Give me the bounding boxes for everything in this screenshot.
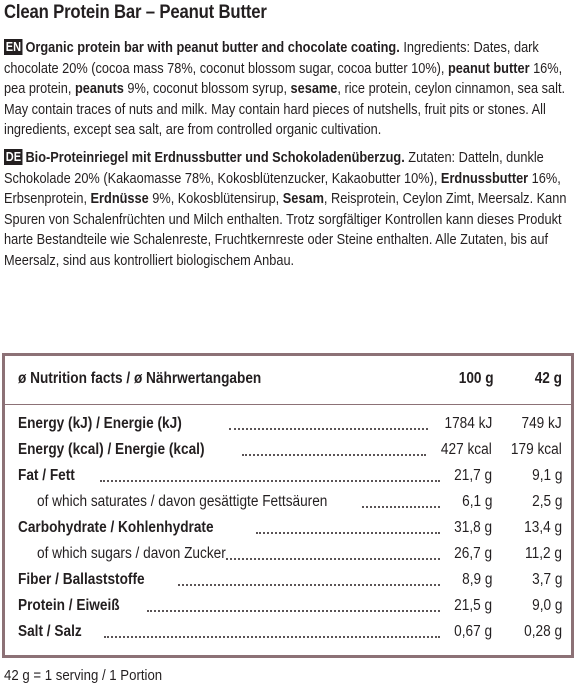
nutrition-header-col-100g: 100 g (459, 370, 494, 387)
value-per-42g: 3,7 g (531, 571, 562, 588)
nutrient-label: Energy (kcal) / Energie (kcal) (18, 441, 205, 458)
nutrient-label: Carbohydrate / Kohlenhydrate (18, 519, 214, 536)
en-text-3: 9%, coconut blossom syrup, (123, 81, 291, 97)
nutrient-label: Energy (kJ) / Energie (kJ) (18, 415, 182, 432)
en-text-2: 16%, pea protein, (4, 60, 563, 97)
nutrition-row-fiber (0, 569, 577, 591)
de-allergen-erdnussbutter: Erdnussbutter (440, 170, 529, 187)
nutrition-header-label: ø Nutrition facts / ø Nährwertangaben (18, 370, 262, 387)
dot-leader (100, 480, 440, 482)
dot-leader (226, 558, 440, 560)
language-badge-de: DE (5, 150, 22, 164)
nutrition-header-col-42g: 42 g (534, 370, 562, 387)
value-per-42g: 749 kJ (521, 415, 562, 432)
value-per-42g: 11,2 g (525, 545, 562, 562)
ingredients-en (4, 38, 567, 141)
nutrition-table-header-divider (5, 404, 571, 405)
product-title: Clean Protein Bar – Peanut Butter (4, 2, 267, 23)
en-text-1: Ingredients: Dates, dark chocolate 20% (cocoa mass 78%, coconut blossom sugar, cocoa butter 10%), (4, 40, 539, 77)
nutrient-label: Protein / Eiweiß (18, 597, 120, 614)
nutrition-row-sugars (0, 543, 577, 565)
en-text-4: , rice protein, ceylon cinnamon, sea salt. May contain traces of nuts and milk. May contain hard pieces of nutshells, fruit pits or stones. All ingredients, except sea salt, are from controlled organic cultivation. (4, 81, 566, 138)
nutrition-row-energy-kj (0, 413, 577, 435)
de-allergen-erdnusse: Erdnüsse (90, 191, 149, 207)
nutrition-row-saturates (0, 491, 577, 513)
nutrient-label: of which sugars / davon Zucker (37, 545, 226, 562)
en-allergen-peanut-butter: peanut butter (448, 60, 530, 77)
dot-leader (362, 506, 440, 508)
de-text-4: , Reisprotein, Ceylon Zimt, Meersalz. Kann Spuren von Schalenfrüchten und Milch enthalten. Trotz sorgfältiger Kontrollen kann dieses Produkt harte Bestandteile wie Schalenreste, Fruchtkernreste oder Steine enthalten. Alle Zutaten, bis auf Meersalz, sind aus kontrolliert biologischem Anbau. (4, 191, 567, 269)
nutrient-label: Fat / Fett (18, 467, 75, 484)
dot-leader (178, 584, 440, 586)
value-per-42g: 9,0 g (531, 597, 562, 614)
value-per-42g: 2,5 g (531, 493, 562, 510)
nutrition-row-energy-kcal (0, 439, 577, 461)
de-text-3: 9%, Kokosblütensirup, (148, 191, 283, 207)
dot-leader (229, 428, 428, 430)
dot-leader (242, 454, 426, 456)
de-text-2: 16%, Erbsenprotein, (4, 170, 561, 207)
de-text-1: Zutaten: Datteln, dunkle Schokolade 20% (Kakaomasse 78%, Kokosblütenzucker, Kakaobutter 10%), (4, 150, 544, 187)
value-per-100g: 26,7 g (454, 545, 492, 562)
value-per-100g: 21,7 g (454, 467, 492, 484)
serving-footnote: 42 g = 1 serving / 1 Portion (4, 667, 163, 684)
ingredients-de (4, 148, 567, 271)
nutrition-row-fat (0, 465, 577, 487)
nutrition-row-protein (0, 595, 577, 617)
en-allergen-peanuts: peanuts (74, 81, 124, 97)
value-per-100g: 427 kcal (441, 441, 492, 458)
value-per-100g: 6,1 g (461, 493, 492, 510)
nutrition-row-carbohydrate (0, 517, 577, 539)
nutrient-label: of which saturates / davon gesättigte Fettsäuren (37, 493, 328, 510)
nutrition-table-header (0, 368, 577, 390)
value-per-100g: 0,67 g (454, 623, 492, 640)
nutrition-row-salt (0, 621, 577, 643)
en-heading: Organic protein bar with peanut butter and chocolate coating. (25, 40, 400, 56)
value-per-100g: 31,8 g (454, 519, 492, 536)
nutrient-label: Fiber / Ballaststoffe (18, 571, 145, 588)
value-per-100g: 1784 kJ (444, 415, 492, 432)
value-per-42g: 13,4 g (524, 519, 562, 536)
value-per-42g: 9,1 g (531, 467, 562, 484)
language-badge-en: EN (5, 40, 22, 54)
value-per-42g: 179 kcal (511, 441, 562, 458)
value-per-100g: 21,5 g (454, 597, 492, 614)
dot-leader (256, 532, 440, 534)
dot-leader (147, 610, 440, 612)
value-per-100g: 8,9 g (461, 571, 492, 588)
en-allergen-sesame: sesame (290, 81, 338, 97)
de-allergen-sesam: Sesam (282, 191, 324, 207)
nutrient-label: Salt / Salz (18, 623, 82, 640)
dot-leader (104, 636, 440, 638)
value-per-42g: 0,28 g (524, 623, 562, 640)
de-heading: Bio-Proteinriegel mit Erdnussbutter und Schokoladenüberzug. (25, 150, 405, 166)
